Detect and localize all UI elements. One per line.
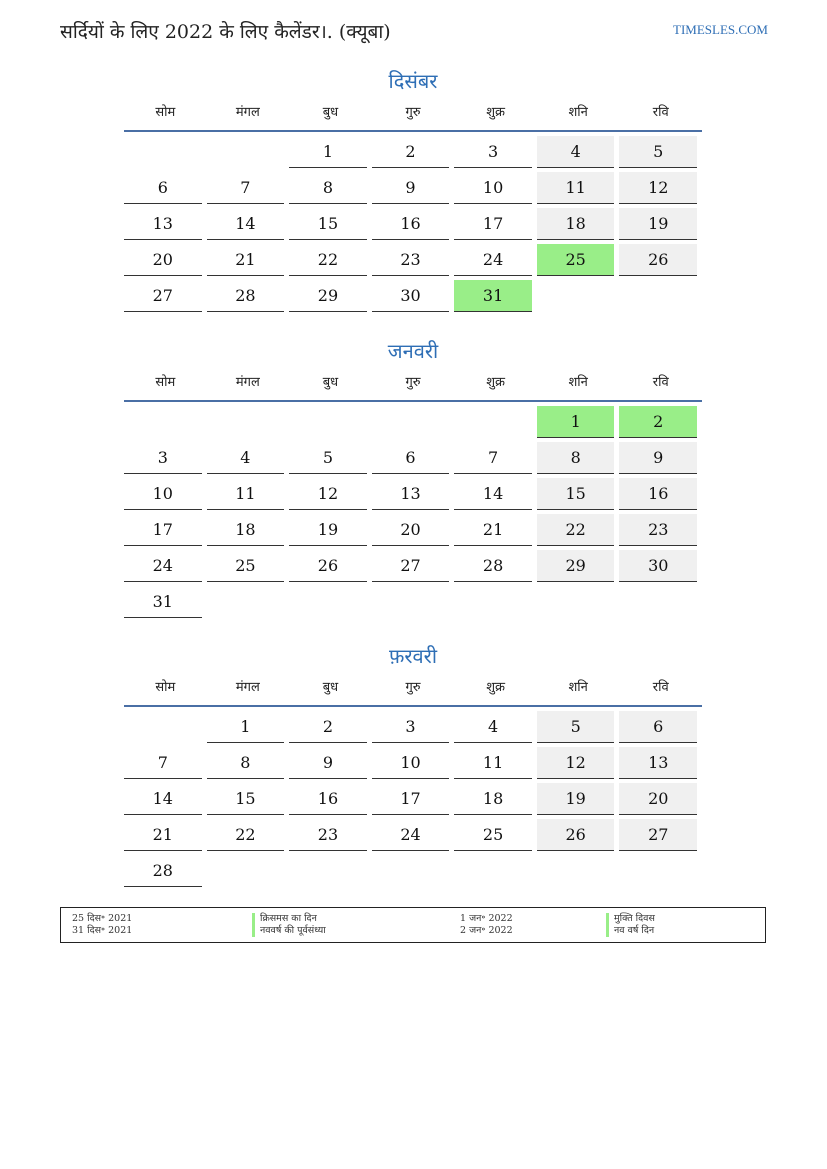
day-cell: 10 (124, 478, 202, 510)
day-cell: 3 (454, 136, 532, 168)
day-slot (207, 442, 290, 478)
day-slot (289, 136, 372, 172)
weekday-label: बुध (322, 105, 339, 120)
week-row (124, 747, 702, 783)
weekday-label: शुक्र (486, 105, 506, 120)
day-cell: 26 (619, 244, 697, 276)
day-slot (619, 514, 702, 550)
weekday-label: बुध (322, 375, 339, 390)
holiday-day-cell: 2 (619, 406, 697, 438)
day-slot (124, 406, 207, 442)
day-cell: 11 (207, 478, 285, 510)
day-cell: 17 (454, 208, 532, 240)
day-cell: 1 (207, 711, 285, 743)
holiday-day-cell: 1 (537, 406, 615, 438)
day-cell: 20 (372, 514, 450, 546)
day-slot (372, 406, 455, 442)
day-cell: 26 (537, 819, 615, 851)
weekday-label: रवि (652, 680, 669, 695)
month-name: फ़रवरी (388, 644, 438, 668)
day-slot (372, 514, 455, 550)
day-cell: 31 (124, 586, 202, 618)
day-cell: 5 (619, 136, 697, 168)
day-cell: 6 (372, 442, 450, 474)
day-slot (619, 280, 702, 316)
day-slot (537, 244, 620, 280)
day-slot (454, 406, 537, 442)
day-slot (207, 208, 290, 244)
day-slot (454, 550, 537, 586)
week-row (124, 136, 702, 172)
day-cell: 13 (619, 747, 697, 779)
day-cell: 7 (124, 747, 202, 779)
weekday-label: रवि (652, 105, 669, 120)
day-cell: 5 (289, 442, 367, 474)
weekday-label: मंगल (235, 680, 260, 695)
weekday-header (124, 96, 702, 132)
day-cell: 24 (454, 244, 532, 276)
day-slot (537, 711, 620, 747)
day-cell: 19 (289, 514, 367, 546)
day-slot (207, 172, 290, 208)
day-cell: 25 (454, 819, 532, 851)
legend-label: नववर्ष की पूर्वसंध्या (260, 925, 326, 936)
week-row (124, 406, 702, 442)
legend-label: मुक्ति दिवस (614, 913, 655, 924)
day-cell: 2 (289, 711, 367, 743)
page-title: सर्दियों के लिए 2022 के लिए कैलेंडर।. (क्यूबा) (60, 21, 391, 43)
legend-date: 1 जन॰ 2022 (460, 913, 513, 924)
day-slot (619, 172, 702, 208)
day-slot (372, 711, 455, 747)
day-cell: 30 (372, 280, 450, 312)
day-cell: 22 (207, 819, 285, 851)
day-slot (537, 442, 620, 478)
day-cell: 16 (619, 478, 697, 510)
week-row (124, 819, 702, 855)
day-slot (372, 208, 455, 244)
day-slot (289, 280, 372, 316)
holiday-day-cell: 25 (537, 244, 615, 276)
day-slot (619, 478, 702, 514)
day-cell: 15 (289, 208, 367, 240)
day-slot (619, 550, 702, 586)
day-slot (454, 478, 537, 514)
day-cell: 8 (289, 172, 367, 204)
day-cell: 24 (124, 550, 202, 582)
day-slot (372, 747, 455, 783)
day-slot (372, 586, 455, 622)
day-cell: 7 (207, 172, 285, 204)
day-slot (289, 819, 372, 855)
weekday-label: शनि (568, 375, 588, 390)
day-slot (207, 711, 290, 747)
day-slot (372, 550, 455, 586)
day-slot (372, 172, 455, 208)
day-cell: 9 (619, 442, 697, 474)
day-slot (619, 442, 702, 478)
day-slot (537, 819, 620, 855)
day-cell: 18 (454, 783, 532, 815)
day-slot (537, 783, 620, 819)
day-cell: 6 (124, 172, 202, 204)
day-cell: 21 (207, 244, 285, 276)
day-cell: 9 (372, 172, 450, 204)
day-cell: 6 (619, 711, 697, 743)
day-slot (537, 478, 620, 514)
day-slot (619, 406, 702, 442)
day-slot (372, 783, 455, 819)
holiday-legend (60, 907, 766, 943)
day-slot (289, 208, 372, 244)
legend-date: 31 दिस॰ 2021 (72, 925, 133, 936)
day-cell: 12 (537, 747, 615, 779)
day-cell: 10 (372, 747, 450, 779)
day-cell: 22 (289, 244, 367, 276)
day-slot (124, 172, 207, 208)
day-cell: 20 (619, 783, 697, 815)
day-slot (372, 136, 455, 172)
day-slot (372, 478, 455, 514)
day-slot (289, 550, 372, 586)
day-slot (619, 208, 702, 244)
day-slot (537, 586, 620, 622)
day-slot (454, 280, 537, 316)
day-slot (289, 478, 372, 514)
day-cell: 29 (289, 280, 367, 312)
weekday-label: मंगल (235, 375, 260, 390)
day-slot (124, 711, 207, 747)
day-slot (207, 406, 290, 442)
day-slot (537, 855, 620, 891)
day-slot (124, 747, 207, 783)
weekday-header (124, 671, 702, 707)
day-cell: 13 (124, 208, 202, 240)
day-slot (372, 280, 455, 316)
day-slot (454, 855, 537, 891)
day-cell: 19 (537, 783, 615, 815)
day-slot (454, 136, 537, 172)
day-cell: 17 (124, 514, 202, 546)
weekday-label: सोम (155, 680, 176, 695)
weekday-label: शनि (568, 680, 588, 695)
day-cell: 16 (372, 208, 450, 240)
day-slot (619, 747, 702, 783)
day-cell: 12 (289, 478, 367, 510)
day-slot (207, 586, 290, 622)
weekday-label: गुरु (405, 375, 421, 390)
month-name: जनवरी (387, 339, 439, 363)
month-calendar (124, 336, 702, 622)
day-slot (289, 406, 372, 442)
week-row (124, 550, 702, 586)
month-calendar (124, 66, 702, 316)
week-row (124, 711, 702, 747)
day-slot (207, 550, 290, 586)
day-slot (207, 819, 290, 855)
day-slot (289, 586, 372, 622)
day-cell: 19 (619, 208, 697, 240)
day-slot (124, 550, 207, 586)
day-cell: 28 (124, 855, 202, 887)
day-cell: 26 (289, 550, 367, 582)
weekday-label: गुरु (405, 680, 421, 695)
day-slot (537, 406, 620, 442)
day-slot (454, 819, 537, 855)
site-link[interactable]: TIMESLES.COM (673, 22, 768, 37)
weekday-label: शनि (568, 105, 588, 120)
day-slot (454, 586, 537, 622)
day-cell: 14 (124, 783, 202, 815)
week-row (124, 280, 702, 316)
day-slot (289, 172, 372, 208)
day-slot (372, 855, 455, 891)
weekday-label: सोम (155, 105, 176, 120)
day-cell: 23 (619, 514, 697, 546)
day-slot (619, 586, 702, 622)
day-cell: 29 (537, 550, 615, 582)
weekday-label: सोम (155, 375, 176, 390)
day-slot (537, 747, 620, 783)
day-cell: 15 (537, 478, 615, 510)
day-slot (124, 478, 207, 514)
weekday-label: शुक्र (486, 680, 506, 695)
day-cell: 18 (207, 514, 285, 546)
day-cell: 30 (619, 550, 697, 582)
day-cell: 28 (454, 550, 532, 582)
day-slot (619, 855, 702, 891)
day-cell: 24 (372, 819, 450, 851)
day-cell: 2 (372, 136, 450, 168)
day-cell: 21 (454, 514, 532, 546)
day-slot (124, 819, 207, 855)
day-slot (454, 442, 537, 478)
day-cell: 12 (619, 172, 697, 204)
day-cell: 14 (454, 478, 532, 510)
day-slot (207, 136, 290, 172)
day-slot (537, 514, 620, 550)
day-cell: 17 (372, 783, 450, 815)
day-cell: 11 (537, 172, 615, 204)
day-slot (619, 711, 702, 747)
day-slot (454, 747, 537, 783)
day-cell: 20 (124, 244, 202, 276)
day-cell: 8 (537, 442, 615, 474)
day-slot (124, 442, 207, 478)
month-name: दिसंबर (388, 69, 438, 93)
day-slot (207, 514, 290, 550)
week-row (124, 442, 702, 478)
day-slot (454, 244, 537, 280)
day-slot (454, 514, 537, 550)
day-slot (124, 136, 207, 172)
day-cell: 8 (207, 747, 285, 779)
week-row (124, 783, 702, 819)
weekday-header (124, 366, 702, 402)
day-slot (124, 855, 207, 891)
day-slot (454, 783, 537, 819)
day-cell: 25 (207, 550, 285, 582)
day-cell: 11 (454, 747, 532, 779)
day-cell: 4 (537, 136, 615, 168)
day-slot (537, 136, 620, 172)
week-row (124, 855, 702, 891)
day-cell: 22 (537, 514, 615, 546)
day-slot (124, 783, 207, 819)
week-row (124, 208, 702, 244)
day-cell: 4 (207, 442, 285, 474)
day-slot (289, 747, 372, 783)
weekday-label: शुक्र (486, 375, 506, 390)
day-slot (289, 244, 372, 280)
day-slot (619, 819, 702, 855)
day-slot (207, 478, 290, 514)
day-slot (619, 244, 702, 280)
day-cell: 3 (372, 711, 450, 743)
week-row (124, 478, 702, 514)
holiday-day-cell: 31 (454, 280, 532, 312)
day-slot (289, 855, 372, 891)
day-slot (372, 442, 455, 478)
day-slot (124, 244, 207, 280)
day-cell: 21 (124, 819, 202, 851)
day-cell: 13 (372, 478, 450, 510)
weekday-label: रवि (652, 375, 669, 390)
day-slot (619, 783, 702, 819)
day-slot (537, 280, 620, 316)
weekday-label: बुध (322, 680, 339, 695)
day-slot (537, 172, 620, 208)
day-slot (207, 280, 290, 316)
day-slot (289, 783, 372, 819)
day-cell: 27 (124, 280, 202, 312)
legend-label: नव वर्ष दिन (614, 925, 655, 936)
day-slot (372, 244, 455, 280)
day-cell: 1 (289, 136, 367, 168)
day-cell: 7 (454, 442, 532, 474)
day-cell: 14 (207, 208, 285, 240)
day-slot (207, 855, 290, 891)
day-cell: 23 (372, 244, 450, 276)
day-slot (207, 783, 290, 819)
day-slot (289, 514, 372, 550)
weekday-label: गुरु (405, 105, 421, 120)
day-cell: 16 (289, 783, 367, 815)
legend-date: 25 दिस॰ 2021 (72, 913, 133, 924)
week-row (124, 172, 702, 208)
day-cell: 5 (537, 711, 615, 743)
day-cell: 10 (454, 172, 532, 204)
day-slot (207, 747, 290, 783)
day-slot (124, 514, 207, 550)
legend-date: 2 जन॰ 2022 (460, 925, 513, 936)
day-slot (124, 280, 207, 316)
day-cell: 3 (124, 442, 202, 474)
day-cell: 27 (619, 819, 697, 851)
day-slot (124, 586, 207, 622)
day-slot (454, 711, 537, 747)
weekday-label: मंगल (235, 105, 260, 120)
day-cell: 18 (537, 208, 615, 240)
month-calendar (124, 641, 702, 891)
day-slot (289, 442, 372, 478)
day-slot (289, 711, 372, 747)
day-slot (454, 172, 537, 208)
day-slot (537, 550, 620, 586)
day-slot (372, 819, 455, 855)
day-slot (537, 208, 620, 244)
week-row (124, 244, 702, 280)
day-cell: 9 (289, 747, 367, 779)
day-cell: 28 (207, 280, 285, 312)
week-row (124, 586, 702, 622)
day-cell: 27 (372, 550, 450, 582)
day-slot (454, 208, 537, 244)
day-cell: 23 (289, 819, 367, 851)
day-cell: 15 (207, 783, 285, 815)
week-row (124, 514, 702, 550)
day-cell: 4 (454, 711, 532, 743)
legend-label: क्रिसमस का दिन (260, 913, 317, 924)
day-slot (124, 208, 207, 244)
day-slot (207, 244, 290, 280)
day-slot (619, 136, 702, 172)
